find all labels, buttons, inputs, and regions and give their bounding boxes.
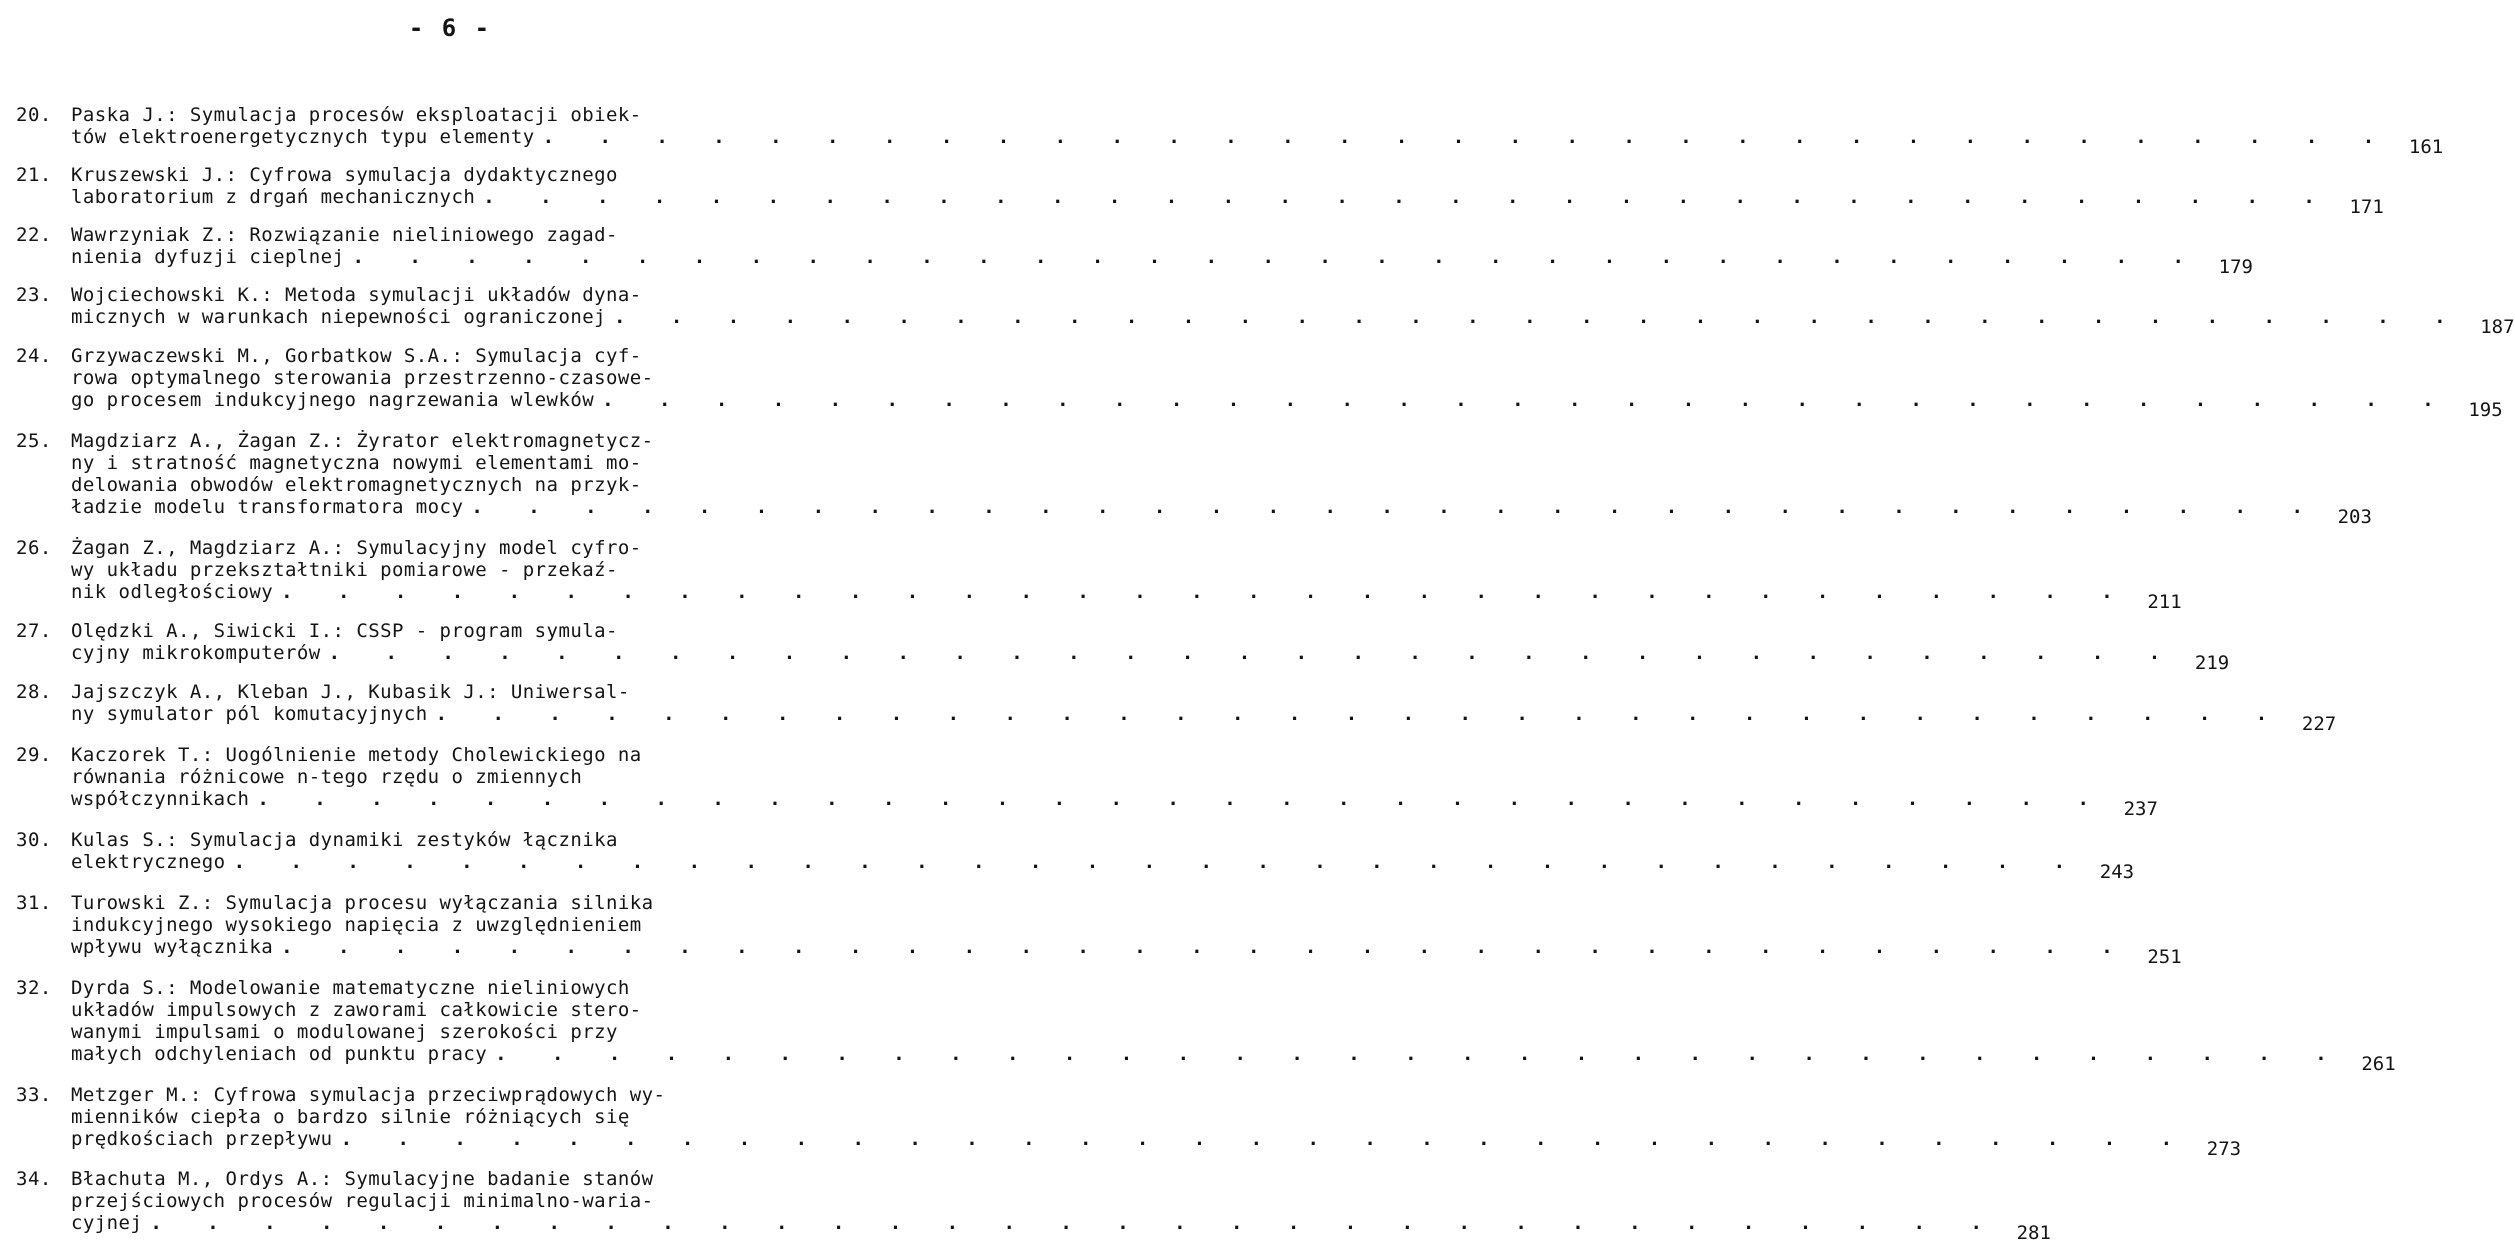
entry-title-line: wpływu wyłącznika [71,936,274,958]
toc-entry [16,345,2503,421]
entry-title-line: Wojciechowski K.: Metoda symulacji układów dyna- [71,284,642,306]
entry-title-line: elektrycznego [71,851,226,873]
page-reference: 171 [2349,196,2384,218]
entry-title-line: delowania obwodów elektromagnetycznych na przyk- [71,474,642,496]
dot-leader: . . . . . . . . . . . . . . . . . . . . . . . . . . . . . . . . . [483,186,2332,208]
entry-title-line: go procesem indukcyjnego nagrzewania wlewków [71,389,595,411]
entry-number: 22. [16,224,52,246]
entry-title [71,1168,1999,1234]
entry-title [71,620,2177,664]
toc-entry [16,537,2182,613]
entry-title-line: Kaczorek T.: Uogólnienie metody Cholewickiego na [71,744,642,766]
entry-number: 34. [16,1168,52,1190]
entry-number: 25. [16,430,52,452]
entry-title-line: nik odległościowy [71,581,274,603]
entry-title [71,224,2201,268]
entry-title-line: ładzie modelu transformatora mocy [71,496,464,518]
entry-title-line: Kulas S.: Symulacja dynamiki zestyków łącznika [71,829,618,851]
entry-title-line: Błachuta M., Ordys A.: Symulacyjne badanie stanów [71,1168,654,1190]
page-reference: 161 [2408,136,2444,158]
entry-number: 32. [16,977,52,999]
toc-entry [16,681,2337,735]
dot-leader: . . . . . . . . . . . . . . . . . . . . . . . . . . . . . . . . . [602,389,2451,411]
page-reference: 203 [2337,506,2372,528]
entry-title [71,681,2284,725]
entry-title [71,430,2320,518]
entry-title [71,744,2106,810]
page-reference: 219 [2194,652,2230,674]
entry-title [71,977,2344,1065]
entry-title-line: Dyrda S.: Modelowanie matematyczne nieliniowych [71,977,630,999]
dot-leader: . . . . . . . . . . . . . . . . . . . . . . . . . . . . . . . . . [435,703,2285,725]
page-reference: 227 [2301,713,2337,735]
page-reference: 187 [2480,316,2515,338]
entry-title-line: Magdziarz A., Żagan Z.: Żyrator elektromagnetycz- [71,430,654,452]
toc-entry [16,744,2158,820]
entry-title [71,284,2463,328]
dot-leader: . . . . . . . . . . . . . . . . . . . . . . . . . . . . . . . . . [328,642,2178,664]
dot-leader: . . . . . . . . . . . . . . . . . . . . . . . . . . . . . . . . . [614,306,2463,328]
entry-title-line: Turowski Z.: Symulacja procesu wyłączania silnika [71,892,654,914]
entry-title-line: ny i stratność magnetyczna nowymi elementami mo- [71,452,642,474]
entry-number: 33. [16,1084,52,1106]
entry-title-line: Wawrzyniak Z.: Rozwiązanie nieliniowego zagad- [71,224,618,246]
page-reference: 237 [2123,798,2158,820]
entry-title [71,829,2082,873]
entry-title-line: Olędzki A., Siwicki I.: CSSP - program symula- [71,620,618,642]
dot-leader: . . . . . . . . . . . . . . . . . . . . . . . . . . . . . . . . . [281,581,2130,603]
entry-title-line: wy układu przekształtniki pomiarowe - przekaź- [71,559,618,581]
page-reference: 273 [2206,1138,2242,1160]
entry-title [71,164,2332,208]
entry-title-line: tów elektroenergetycznych typu elementy [71,126,535,148]
dot-leader: . . . . . . . . . . . . . . . . . . . . . . . . . . . . . . . . . [542,126,2392,148]
table-of-contents [16,104,2515,1244]
entry-title-line: rowa optymalnego sterowania przestrzenno-czasowe- [71,367,654,389]
toc-entry [16,829,2135,883]
entry-title-line: Kruszewski J.: Cyfrowa symulacja dydaktycznego [71,164,618,186]
entry-number: 27. [16,620,52,642]
dot-leader: . . . . . . . . . . . . . . . . . . . . . . . . . . . . . . . . . [281,936,2130,958]
entry-number: 31. [16,892,52,914]
toc-entry [16,620,2230,674]
entry-title-line: laboratorium z drgań mechanicznych [71,186,476,208]
entry-number: 23. [16,284,52,306]
entry-number: 21. [16,164,52,186]
toc-entry [16,892,2182,968]
dot-leader: . . . . . . . . . . . . . . . . . . . . . . . . . . . . . . . . . [495,1043,2344,1065]
page-reference: 251 [2147,946,2182,968]
entry-title-line: Żagan Z., Magdziarz A.: Symulacyjny model cyfro- [71,537,642,559]
entry-number: 20. [16,104,52,126]
entry-number: 28. [16,681,52,703]
entry-title-line: małych odchyleniach od punktu pracy [71,1043,488,1065]
entry-title-line: wanymi impulsami o modulowanej szerokości przy [71,1021,618,1043]
entry-title-line: prędkościach przepływu [71,1128,333,1150]
page-number: - 6 - [408,14,492,42]
entry-title-line: cyjny mikrokomputerów [71,642,321,664]
entry-title-line: cyjnej [71,1212,143,1234]
entry-number: 24. [16,345,52,367]
entry-title-line: układów impulsowych z zaworami całkowicie stero- [71,999,642,1021]
entry-title-line: indukcyjnego wysokiego napięcia z uwzględnieniem [71,914,642,936]
toc-entry [16,284,2515,338]
entry-title-line: micznych w warunkach niepewności ograniczonej [71,306,607,328]
entry-title-line: równania różnicowe n-tego rzędu o zmiennych [71,766,583,788]
page-reference: 261 [2361,1053,2396,1075]
entry-title [71,537,2130,603]
page-reference: 179 [2218,256,2253,278]
dot-leader: . . . . . . . . . . . . . . . . . . . . . . . . . . . . . . . . . [257,788,2106,810]
entry-number: 30. [16,829,52,851]
entry-title-line: współczynnikach [71,788,250,810]
dot-leader: . . . . . . . . . . . . . . . . . . . . . . . . . . . . . . . . . [340,1128,2190,1150]
entry-title [71,104,2391,148]
page-reference: 211 [2147,591,2182,613]
page-reference: 195 [2468,399,2503,421]
entry-title-line: przejściowych procesów regulacji minimalno-waria- [71,1190,654,1212]
entry-title-line: Jajszczyk A., Kleban J., Kubasik J.: Uniwersal- [71,681,630,703]
page-reference: 243 [2099,861,2135,883]
entry-title [71,892,2130,958]
dot-leader: . . . . . . . . . . . . . . . . . . . . . . . . . . . . . . . . . [150,1212,1999,1234]
toc-entry [16,1168,2051,1244]
entry-title-line: ny symulator pól komutacyjnych [71,703,428,725]
entry-title [71,345,2451,411]
page-reference: 281 [2016,1222,2051,1244]
toc-entry [16,430,2372,528]
entry-title-line: mienników ciepła o bardzo silnie różniących się [71,1106,630,1128]
toc-entry [16,164,2384,218]
dot-leader: . . . . . . . . . . . . . . . . . . . . . . . . . . . . . . . . . [352,246,2201,268]
entry-title [71,1084,2189,1150]
entry-number: 26. [16,537,52,559]
entry-title-line: Grzywaczewski M., Gorbatkow S.A.: Symulacja cyf- [71,345,642,367]
dot-leader: . . . . . . . . . . . . . . . . . . . . . . . . . . . . . . . . . [471,496,2320,518]
dot-leader: . . . . . . . . . . . . . . . . . . . . . . . . . . . . . . . . . [233,851,2083,873]
entry-number: 29. [16,744,52,766]
toc-entry [16,224,2253,278]
entry-title-line: Metzger M.: Cyfrowa symulacja przeciwprądowych wy- [71,1084,666,1106]
toc-entry [16,1084,2242,1160]
toc-entry [16,977,2396,1075]
toc-entry [16,104,2444,158]
entry-title-line: Paska J.: Symulacja procesów eksploatacji obiek- [71,104,642,126]
entry-title-line: nienia dyfuzji cieplnej [71,246,345,268]
